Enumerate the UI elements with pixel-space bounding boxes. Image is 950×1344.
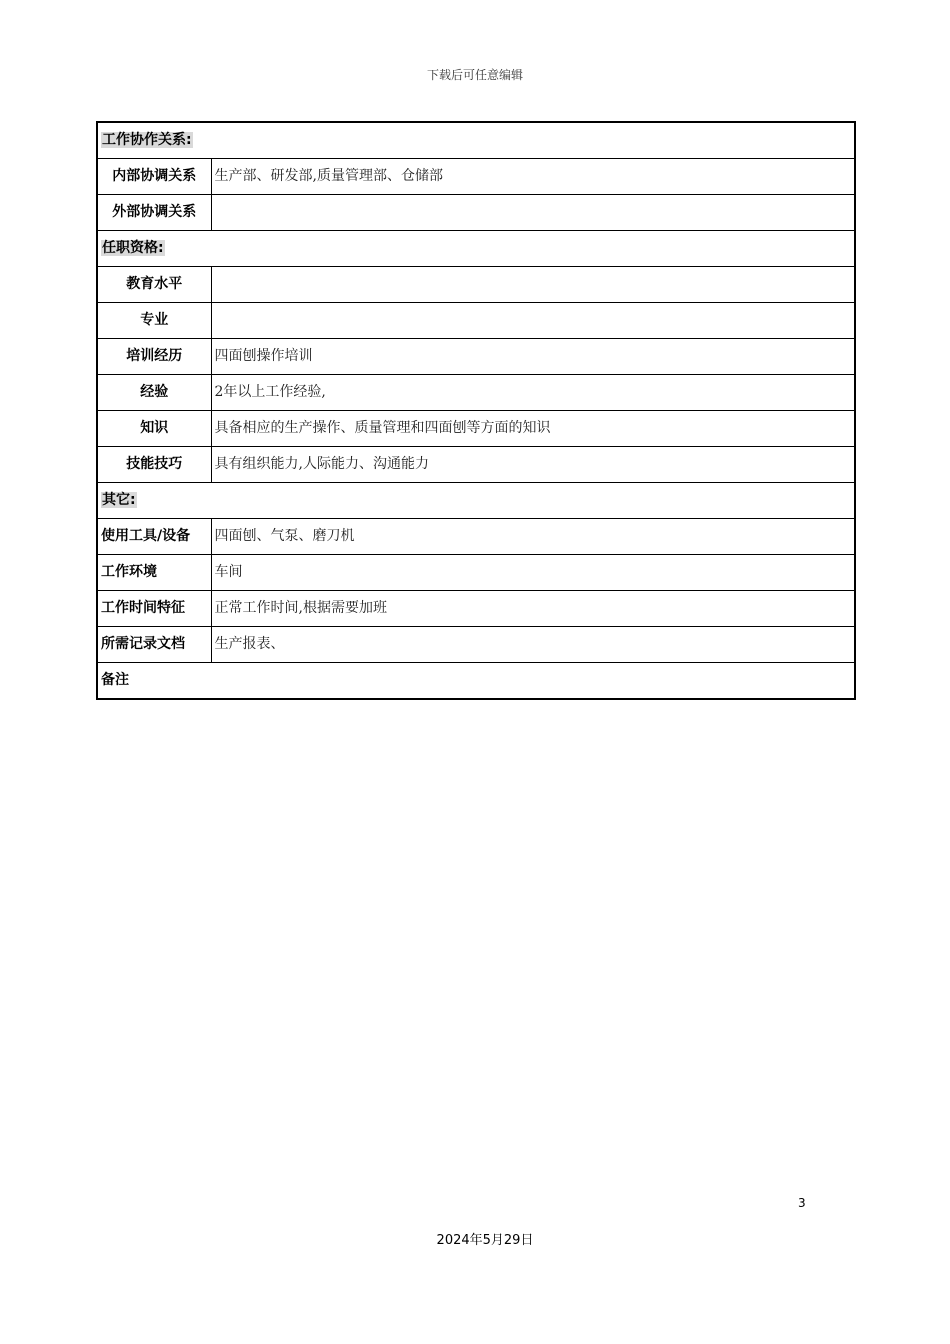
- table-row: [97, 591, 855, 627]
- row-label-training: 培训经历: [97, 339, 211, 375]
- section-row-cooperation: [97, 122, 855, 159]
- section-row-qualifications: [97, 231, 855, 267]
- row-value-work-hours: 正常工作时间,根据需要加班: [211, 591, 855, 627]
- page-number: 3: [798, 1196, 806, 1210]
- header-note: 下载后可任意编辑: [426, 68, 523, 82]
- row-label-work-hours: 工作时间特征: [97, 591, 211, 627]
- row-label-major: 专业: [97, 303, 211, 339]
- section-row-remarks: [97, 663, 855, 700]
- row-value-knowledge: 具备相应的生产操作、质量管理和四面刨等方面的知识: [211, 411, 855, 447]
- row-value-records: 生产报表、: [211, 627, 855, 663]
- table-row: [97, 627, 855, 663]
- table-row: [97, 267, 855, 303]
- table-row: [97, 447, 855, 483]
- section-title-qualifications: 任职资格:: [97, 231, 855, 267]
- row-label-tools: 使用工具/设备: [97, 519, 211, 555]
- row-label-education: 教育水平: [97, 267, 211, 303]
- footer-date: 2024年5月29日: [436, 1233, 534, 1248]
- table-row: [97, 159, 855, 195]
- row-value-skills: 具有组织能力,人际能力、沟通能力: [211, 447, 855, 483]
- row-value-major: [211, 303, 855, 339]
- section-title-remarks: 备注: [97, 663, 855, 700]
- row-label-records: 所需记录文档: [97, 627, 211, 663]
- table-row: [97, 555, 855, 591]
- table-row: [97, 303, 855, 339]
- job-description-table: [96, 121, 856, 700]
- row-label-environment: 工作环境: [97, 555, 211, 591]
- table-row: [97, 411, 855, 447]
- row-label-internal-coordination: 内部协调关系: [97, 159, 211, 195]
- row-label-skills: 技能技巧: [97, 447, 211, 483]
- table-row: [97, 519, 855, 555]
- section-title-cooperation: 工作协作关系:: [97, 122, 855, 159]
- table-row: [97, 375, 855, 411]
- row-label-knowledge: 知识: [97, 411, 211, 447]
- row-value-education: [211, 267, 855, 303]
- row-value-external-coordination: [211, 195, 855, 231]
- row-label-external-coordination: 外部协调关系: [97, 195, 211, 231]
- row-value-training: 四面刨操作培训: [211, 339, 855, 375]
- row-value-environment: 车间: [211, 555, 855, 591]
- row-value-internal-coordination: 生产部、研发部,质量管理部、仓储部: [211, 159, 855, 195]
- row-value-tools: 四面刨、气泵、磨刀机: [211, 519, 855, 555]
- section-title-other: 其它:: [97, 483, 855, 519]
- table-row: [97, 195, 855, 231]
- section-row-other: [97, 483, 855, 519]
- row-value-experience: 2年以上工作经验,: [211, 375, 855, 411]
- row-label-experience: 经验: [97, 375, 211, 411]
- table-row: [97, 339, 855, 375]
